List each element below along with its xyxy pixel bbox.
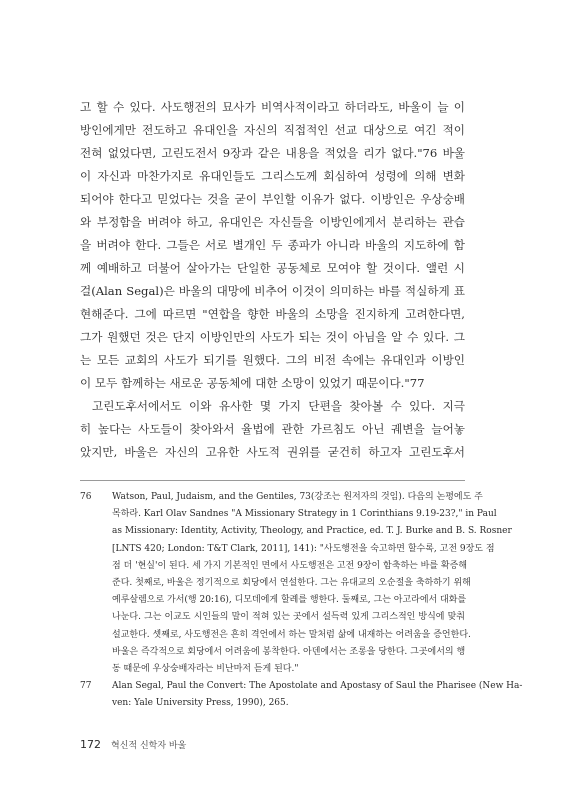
text-line: 이 자신과 마찬가지로 유대인들도 그리스도께 회심하여 성령에 의해 변화 — [80, 169, 465, 183]
text-line: 고린도후서에서도 이와 유사한 몇 가지 단편을 찾아볼 수 있다. 지극 — [92, 399, 465, 413]
footnote-line: 설교한다. 셋째로, 사도행전은 흔히 격언에서 하는 말처럼 삶에 내재하는 어려움을 증언한다. — [112, 629, 471, 640]
footnote-number: 77 — [80, 681, 92, 692]
footnote-line: ven: Yale University Press, 1990), 265. — [112, 698, 289, 709]
footnote-77 — [80, 678, 523, 712]
page-number: 172 — [80, 738, 101, 751]
footnotes — [80, 489, 523, 712]
text-line: 전혀 없었다면, 고린도전서 9장과 같은 내용을 적었을 리가 없다."76 바울 — [80, 146, 465, 160]
text-line: 는 모든 교회의 사도가 되기를 원했다. 그의 비전 속에는 유대인과 이방인 — [80, 353, 465, 367]
footnote-line: as Missionary: Identity, Activity, Theology, and Practice, ed. T. J. Burke and B. S. Rosner — [112, 526, 512, 537]
footnote-line: [LNTS 420; London: T&T Clark, 2011], 141): "사도행전을 숙고하면 할수록, 고전 9장도 점 — [112, 543, 495, 554]
text-line: 이 모두 함께하는 새로운 공동체에 대한 소망이 있었기 때문이다."77 — [80, 376, 425, 390]
footnote-76 — [80, 489, 512, 678]
footnote-line: 예루살렘으로 가서(행 20:16), 디모데에게 할례를 행한다. 둘째로, 그는 아고라에서 대화를 — [112, 595, 467, 606]
main-text — [80, 96, 465, 464]
text-line: 되어야 한다고 믿었다는 것을 굳이 부인할 이유가 없다. 이방인은 우상숭배 — [80, 192, 465, 206]
text-line: 히 높다는 사도들이 찾아와서 율법에 관한 가르침도 아닌 궤변을 늘어놓 — [80, 422, 465, 436]
footnote-line: 바울은 즉각적으로 회당에서 어려움에 봉착한다. 아덴에서는 조롱을 당한다. 그곳에서의 행 — [112, 646, 466, 657]
footnote-line: 목하라. Karl Olav Sandnes "A Missionary Strategy in 1 Corinthians 9.19-23?," in Paul — [112, 509, 497, 520]
text-line: 그가 원했던 것은 단지 이방인만의 사도가 되는 것이 아님을 알 수 있다. 그 — [80, 330, 465, 344]
text-line: 께 예배하고 더불어 살아가는 단일한 공동체로 모여야 할 것이다. 앨런 시 — [80, 261, 465, 275]
footnote-line: 준다. 첫째로, 바울은 정기적으로 회당에서 연설한다. 그는 유대교의 오순절을 축하하기 위해 — [112, 577, 471, 588]
text-line: 걸(Alan Segal)은 바울의 대망에 비추어 이것이 의미하는 바를 적실하게 표 — [80, 284, 465, 298]
page-footer — [80, 738, 186, 751]
text-line: 와 부정함을 버려야 하고, 유대인은 자신들을 이방인에게서 분리하는 관습 — [80, 215, 465, 229]
footnote-line: Watson, Paul, Judaism, and the Gentiles, 73(강조는 원저자의 것임). 다음의 논평에도 주 — [112, 492, 483, 502]
running-title: 혁신적 신학자 바울 — [111, 741, 187, 751]
text-line: 현해준다. 그에 따르면 "연합을 향한 바울의 소망을 진지하게 고려한다면, — [80, 307, 465, 321]
text-line: 을 버려야 한다. 그들은 서로 별개인 두 종파가 아니라 바울의 지도하에 함 — [80, 238, 465, 252]
footnote-line: 점 더 '현실'이 된다. 세 가지 기본적인 면에서 사도행전은 고전 9장이 함축하는 바를 확증해 — [112, 560, 468, 571]
footnote-line: 동 때문에 우상숭배자라는 비난마저 듣게 된다." — [112, 663, 299, 674]
text-line: 고 할 수 있다. 사도행전의 묘사가 비역사적이라고 하더라도, 바울이 늘 이 — [80, 100, 465, 114]
footnote-separator — [80, 480, 465, 481]
text-line: 았지만, 바울은 자신의 고유한 사도적 권위를 굳건히 하고자 고린도후서 — [80, 445, 465, 459]
footnote-line: 나눈다. 그는 이교도 시인들의 말이 적혀 있는 곳에서 설득력 있게 그리스적인 방식에 맞춰 — [112, 612, 465, 623]
footnote-number: 76 — [80, 492, 92, 502]
text-line: 방인에게만 전도하고 유대인을 자신의 직접적인 선교 대상으로 여긴 적이 — [80, 123, 465, 137]
footnote-line: Alan Segal, Paul the Convert: The Apostolate and Apostasy of Saul the Pharisee (New Ha- — [112, 681, 523, 692]
